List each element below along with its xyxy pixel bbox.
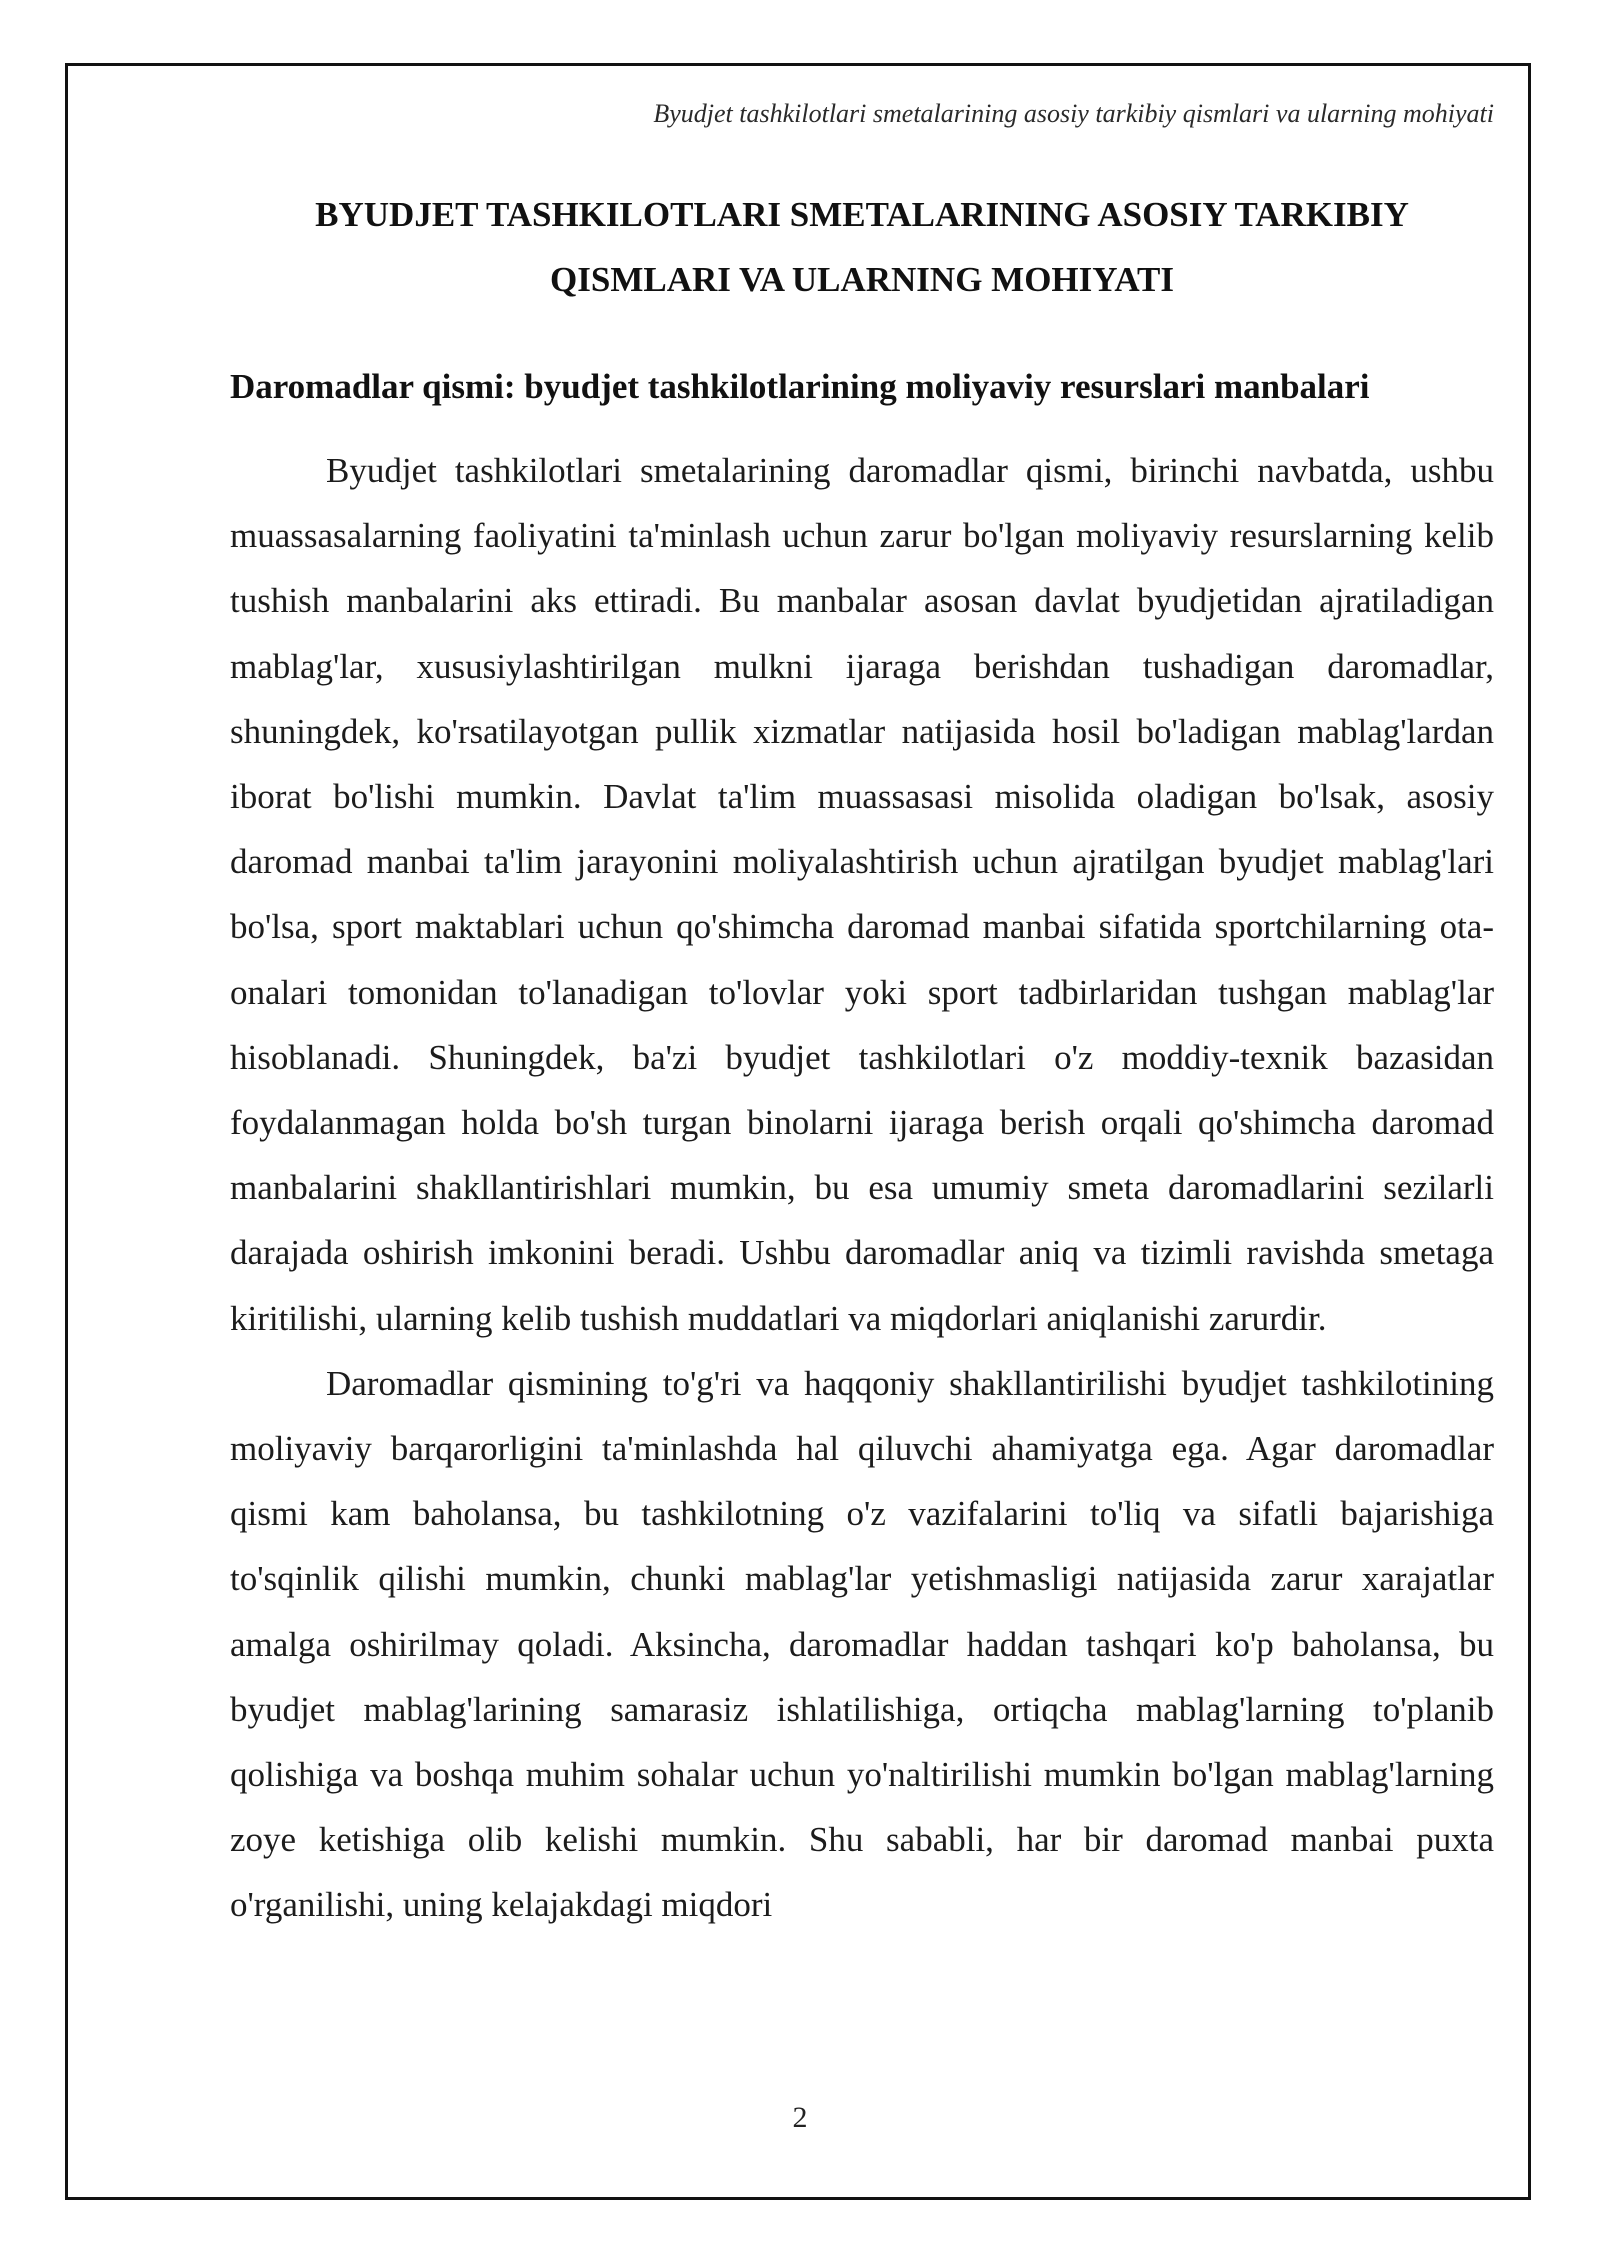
- running-header: Byudjet tashkilotlari smetalarining asosiy tarkibiy qismlari va ularning mohiyati: [653, 99, 1494, 128]
- section-heading: Daromadlar qismi: byudjet tashkilotlarining moliyaviy resurslari manbalari: [230, 367, 1370, 406]
- page-title-line-2: QISMLARI VA ULARNING MOHIYATI: [550, 260, 1174, 299]
- page-number: 2: [792, 2101, 808, 2134]
- page-title-line-1: BYUDJET TASHKILOTLARI SMETALARINING ASOSIY TARKIBIY: [315, 195, 1409, 234]
- page-title: [230, 182, 1494, 312]
- paragraph-2: Daromadlar qismining to'g'ri va haqqoniy shakllantirilishi byudjet tashkilotining moliyaviy barqarorligini ta'minlashda hal qiluvchi ahamiyatga ega. Agar daromadlar qismi kam baholansa, bu tashkilotning o'z vazifalarini to'liq va sifatli bajarishiga to'sqinlik qilishi mumkin, chunki mablag'lar yetishmasligi natijasida zarur xarajatlar amalga oshirilmay qoladi. Aksincha, daromadlar haddan tashqari ko'p baholansa, bu byudjet mablag'larining samarasiz ishlatilishiga, ortiqcha mablag'larning to'planib qolishiga va boshqa muhim sohalar uchun yo'naltirilishi mumkin bo'lgan mablag'larning zoye ketishiga olib kelishi mumkin. Shu sababli, har bir daromad manbai puxta o'rganilishi, uning kelajakdagi miqdori: [230, 1363, 1494, 1925]
- paragraph-1: Byudjet tashkilotlari smetalarining daromadlar qismi, birinchi navbatda, ushbu muassasalarning faoliyatini ta'minlash uchun zarur bo'lgan moliyaviy resurslarning kelib tushish manbalarini aks ettiradi. Bu manbalar asosan davlat byudjetidan ajratiladigan mablag'lar, xususiylashtirilgan mulkni ijaraga berishdan tushadigan daromadlar, shuningdek, ko'rsatilayotgan pullik xizmatlar natijasida hosil bo'ladigan mablag'lardan iborat bo'lishi mumkin. Davlat ta'lim muassasasi misolida oladigan bo'lsak, asosiy daromad manbai ta'lim jarayonini moliyalashtirish uchun ajratilgan byudjet mablag'lari bo'lsa, sport maktablari uchun qo'shimcha daromad manbai sifatida sportchilarning ota-onalari tomonidan to'lanadigan to'lovlar yoki sport tadbirlaridan tushgan mablag'lar hisoblanadi. Shuningdek, ba'zi byudjet tashkilotlari o'z moddiy-texnik bazasidan foydalanmagan holda bo'sh turgan binolarni ijaraga berish orqali qo'shimcha daromad manbalarini shakllantirishlari mumkin, bu esa umumiy smeta daromadlarini sezilarli darajada oshirish imkonini beradi. Ushbu daromadlar aniq va tizimli ravishda smetaga kiritilishi, ularning kelib tushish muddatlari va miqdorlari aniqlanishi zarurdir.: [230, 451, 1494, 1338]
- body-text: [230, 438, 1494, 1938]
